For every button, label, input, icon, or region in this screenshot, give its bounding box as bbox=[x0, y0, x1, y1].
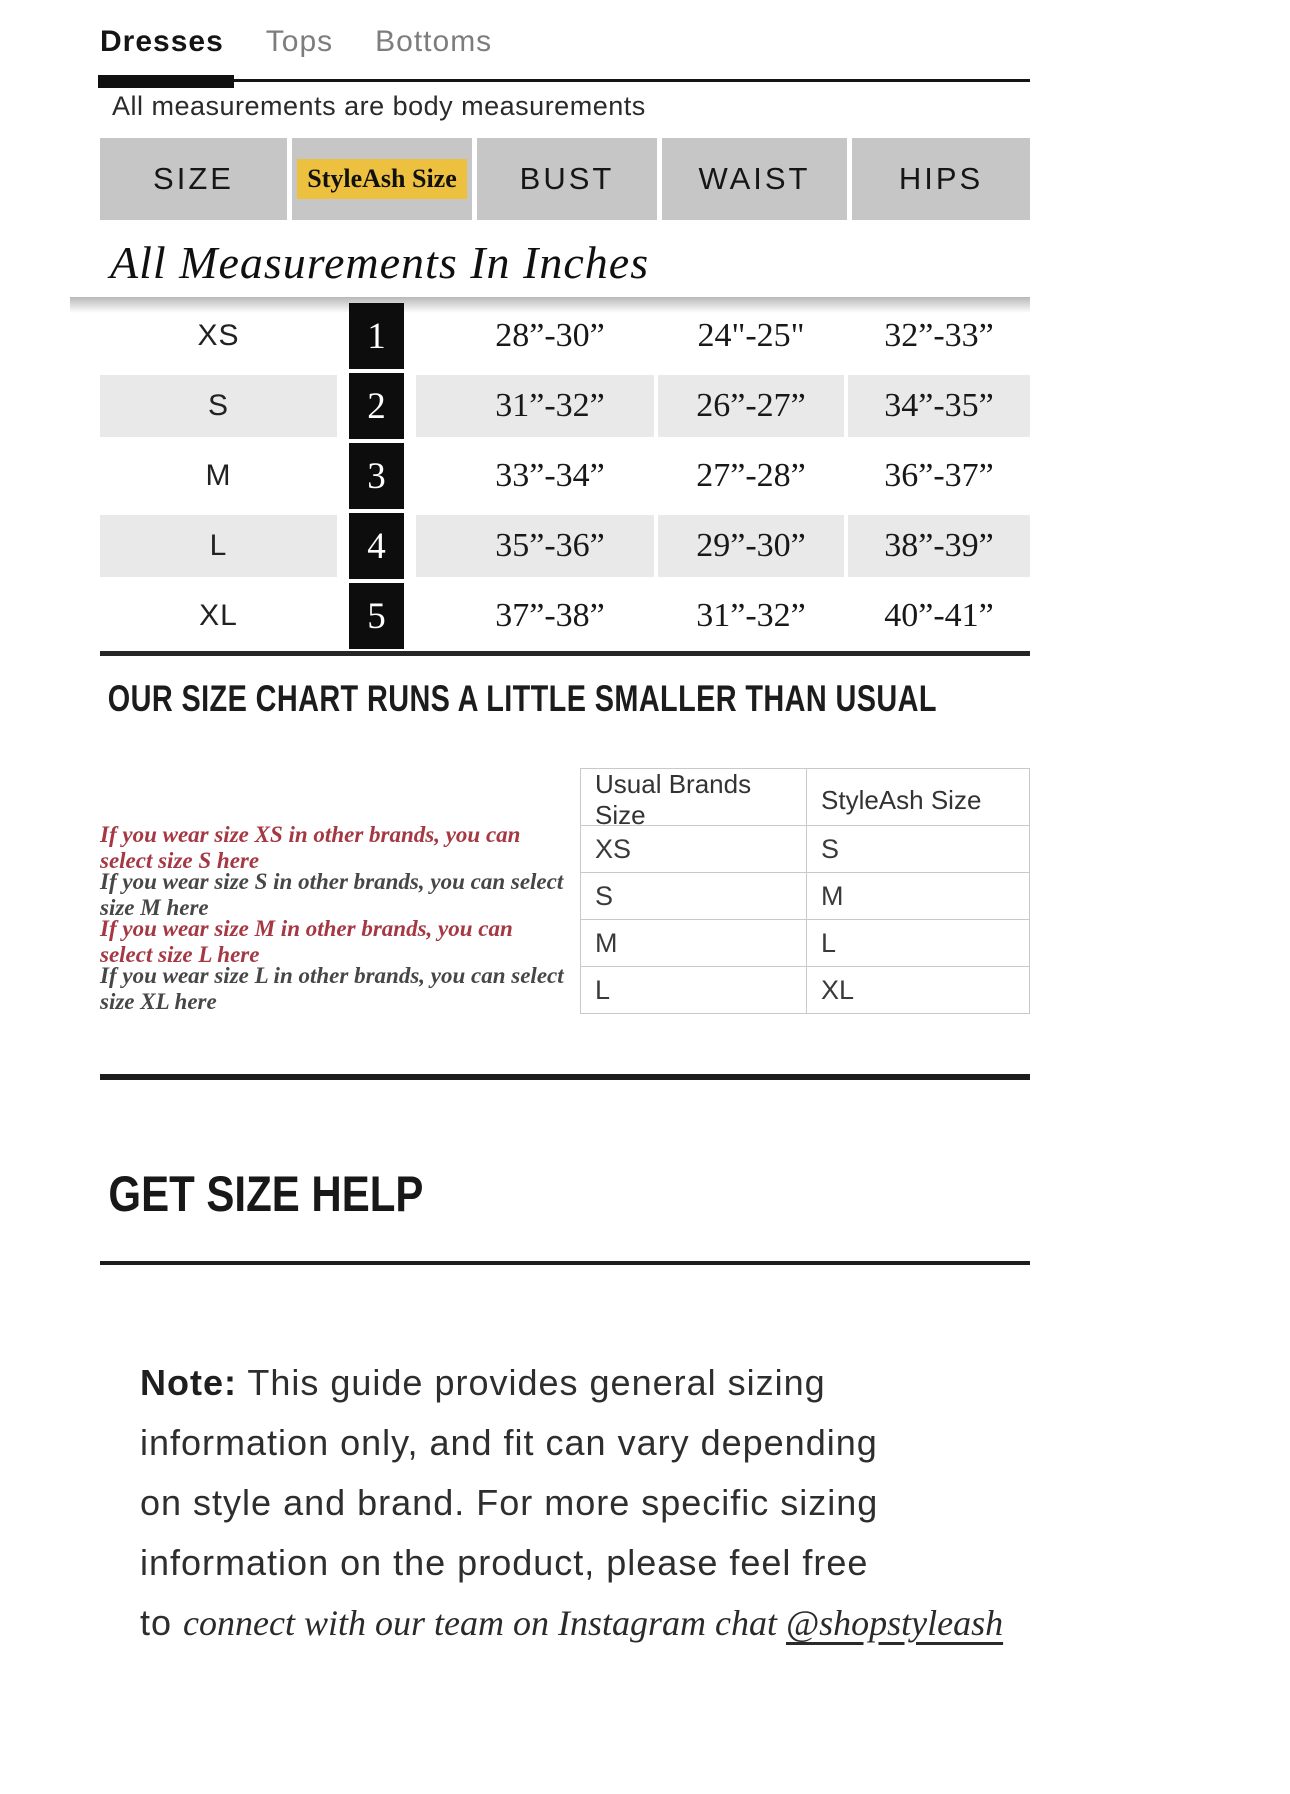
size-label: M bbox=[205, 459, 232, 492]
waist-value: 29”-30” bbox=[658, 515, 844, 577]
col-header-styleash bbox=[292, 138, 472, 220]
runs-smaller-heading: OUR SIZE CHART RUNS A LITTLE SMALLER THAN USUAL bbox=[107, 678, 937, 719]
table-row-l bbox=[100, 511, 1030, 581]
note-line: on style and brand. For more specific sizing bbox=[140, 1482, 879, 1523]
hint-s-to-m: If you wear size S in other brands, you can select size M here bbox=[100, 868, 564, 920]
hips-value: 40”-41” bbox=[884, 597, 994, 634]
bust-value: 37”-38” bbox=[495, 597, 605, 634]
hips-value: 34”-35” bbox=[848, 375, 1030, 437]
note-line: This guide provides general sizing bbox=[247, 1362, 826, 1403]
instagram-handle-link[interactable]: @shopstyleash bbox=[785, 1603, 1004, 1643]
category-tabs bbox=[100, 25, 1030, 59]
size-label: S bbox=[100, 375, 337, 437]
waist-value: 26”-27” bbox=[658, 375, 844, 437]
conversion-row bbox=[581, 966, 1029, 1013]
bust-value: 35”-36” bbox=[446, 515, 654, 577]
hint-l-to-xl: If you wear size L in other brands, you can select size XL here bbox=[100, 962, 564, 1014]
styleash-size-cell: XL bbox=[806, 967, 1029, 1013]
conversion-hints bbox=[100, 768, 580, 1014]
size-conversion-section bbox=[100, 768, 1030, 1014]
conv-header-usual: Usual Brands Size bbox=[595, 769, 752, 830]
bust-value: 28”-30” bbox=[495, 317, 605, 354]
size-label: XS bbox=[197, 319, 240, 352]
bust-value: 33”-34” bbox=[495, 457, 605, 494]
note-line: information on the product, please feel free bbox=[140, 1542, 869, 1583]
conversion-row bbox=[581, 919, 1029, 966]
hips-value: 32”-33” bbox=[884, 317, 994, 354]
tab-tops[interactable]: Tops bbox=[265, 25, 334, 58]
styleash-size-cell: M bbox=[806, 873, 1029, 919]
tab-bottoms[interactable]: Bottoms bbox=[375, 25, 493, 58]
styleash-size-cell: S bbox=[806, 826, 1029, 872]
styleash-size-cell: L bbox=[806, 920, 1029, 966]
waist-value: 27”-28” bbox=[696, 457, 806, 494]
col-header-waist: WAIST bbox=[662, 138, 847, 220]
usual-size-cell: L bbox=[595, 974, 611, 1005]
col-header-bust: BUST bbox=[477, 138, 657, 220]
size-chart-table bbox=[100, 301, 1030, 656]
note-line: to bbox=[140, 1602, 173, 1643]
size-label: XL bbox=[199, 599, 238, 632]
table-row-m bbox=[100, 441, 1030, 511]
waist-value: 31”-32” bbox=[696, 597, 806, 634]
tabs-divider bbox=[100, 79, 1030, 82]
hint-m-to-l: If you wear size M in other brands, you can select size L here bbox=[100, 915, 513, 967]
conversion-header-row bbox=[581, 769, 1029, 830]
usual-size-cell: XS bbox=[595, 833, 632, 864]
tab-dresses[interactable]: Dresses bbox=[100, 25, 224, 58]
size-label: L bbox=[100, 515, 337, 577]
hips-value: 38”-39” bbox=[848, 515, 1030, 577]
size-guide-page bbox=[100, 0, 1030, 1653]
usual-size-cell: M bbox=[595, 927, 618, 958]
styleash-size-badge: StyleAsh Size bbox=[297, 159, 467, 199]
section-divider bbox=[100, 1261, 1030, 1265]
conversion-table bbox=[580, 768, 1030, 1014]
conversion-row bbox=[581, 825, 1029, 872]
size-chart-header-row bbox=[100, 138, 1030, 220]
table-row-xl bbox=[100, 581, 1030, 651]
body-measurements-note: All measurements are body measurements bbox=[112, 91, 646, 121]
table-bottom-rule bbox=[100, 651, 1030, 656]
hips-value: 36”-37” bbox=[884, 457, 994, 494]
table-row-s bbox=[100, 371, 1030, 441]
styleash-number-box: 4 bbox=[349, 513, 404, 579]
sizing-note bbox=[100, 1353, 1030, 1653]
table-row-xs bbox=[100, 301, 1030, 371]
instagram-chat-text: connect with our team on Instagram chat bbox=[183, 1603, 786, 1643]
hint-xs-to-s: If you wear size XS in other brands, you can select size S here bbox=[100, 821, 521, 873]
note-label: Note: bbox=[140, 1362, 237, 1403]
styleash-number-box: 3 bbox=[349, 443, 404, 509]
units-heading: All Measurements In Inches bbox=[110, 237, 650, 288]
col-header-hips: HIPS bbox=[852, 138, 1030, 220]
styleash-number-box: 2 bbox=[349, 373, 404, 439]
conversion-row bbox=[581, 872, 1029, 919]
section-divider bbox=[100, 1074, 1030, 1080]
styleash-number-box: 1 bbox=[349, 303, 404, 369]
get-size-help-heading: GET SIZE HELP bbox=[108, 1166, 424, 1222]
bust-value: 31”-32” bbox=[446, 375, 654, 437]
col-header-size: SIZE bbox=[100, 138, 287, 220]
styleash-number-box: 5 bbox=[349, 583, 404, 649]
waist-value: 24"-25" bbox=[697, 317, 805, 354]
conv-header-styleash: StyleAsh Size bbox=[806, 769, 1029, 831]
note-line: information only, and fit can vary depending bbox=[140, 1422, 878, 1463]
usual-size-cell: S bbox=[595, 880, 614, 911]
